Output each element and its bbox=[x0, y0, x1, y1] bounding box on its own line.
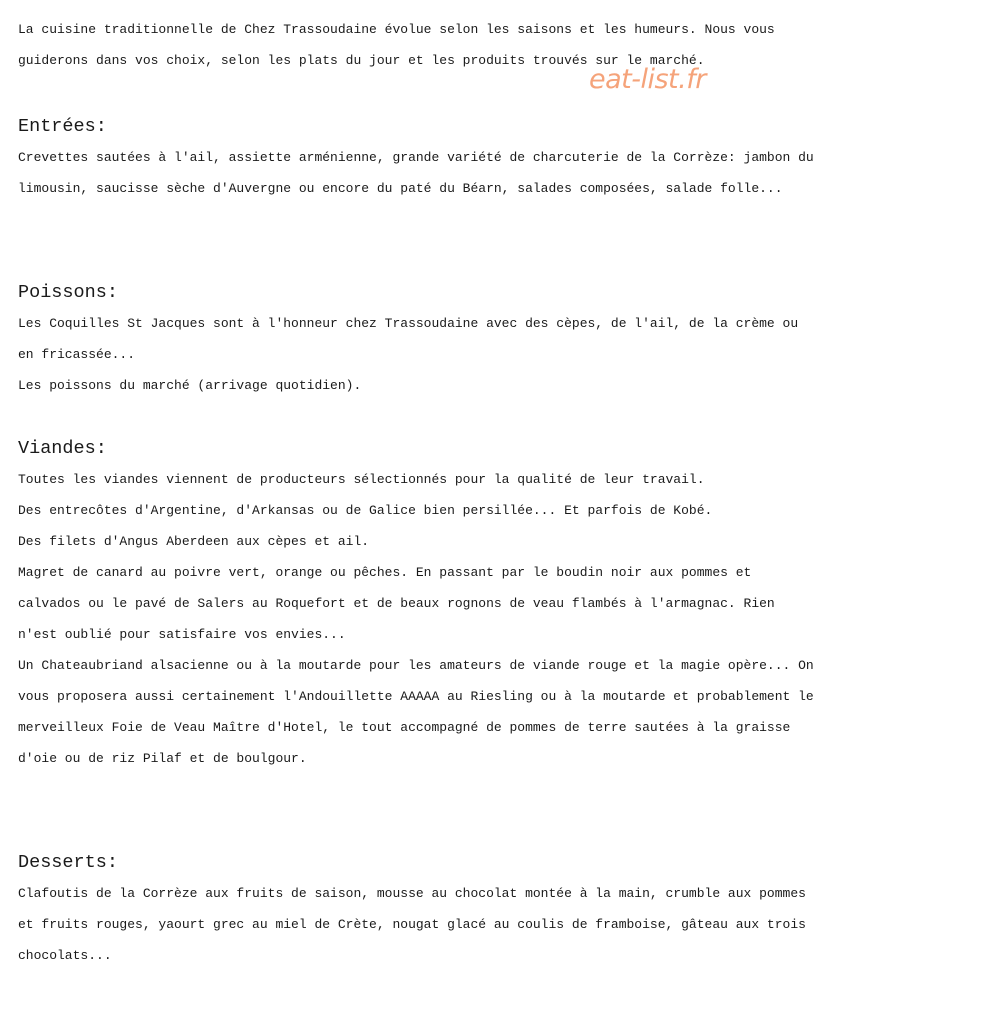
text-line: Un Chateaubriand alsacienne ou à la moutarde pour les amateurs de viande rouge et la magie opère... On bbox=[18, 658, 814, 673]
section-body-viandes bbox=[18, 464, 978, 774]
section-title-entrees: Entrées: bbox=[18, 116, 107, 137]
intro-line: guiderons dans vos choix, selon les plats du jour et les produits trouvés sur le marché. bbox=[18, 53, 705, 68]
text-line: limousin, saucisse sèche d'Auvergne ou encore du paté du Béarn, salades composées, salade folle... bbox=[18, 181, 783, 196]
text-line: chocolats... bbox=[18, 948, 112, 963]
text-line: Toutes les viandes viennent de producteurs sélectionnés pour la qualité de leur travail. bbox=[18, 472, 705, 487]
spacer bbox=[18, 774, 978, 847]
text-line: Crevettes sautées à l'ail, assiette arménienne, grande variété de charcuterie de la Corrèze: jambon du bbox=[18, 150, 814, 165]
text-line: n'est oublié pour satisfaire vos envies... bbox=[18, 627, 346, 642]
intro-line: La cuisine traditionnelle de Chez Trassoudaine évolue selon les saisons et les humeurs. Nous vous bbox=[18, 22, 775, 37]
text-line: Magret de canard au poivre vert, orange ou pêches. En passant par le boudin noir aux pommes et bbox=[18, 565, 752, 580]
section-desserts bbox=[18, 847, 978, 971]
section-poissons bbox=[18, 277, 978, 401]
text-line: et fruits rouges, yaourt grec au miel de Crète, nougat glacé au coulis de framboise, gâteau aux trois bbox=[18, 917, 806, 932]
spacer bbox=[18, 401, 978, 433]
section-body-poissons bbox=[18, 308, 978, 401]
text-line: Les Coquilles St Jacques sont à l'honneur chez Trassoudaine avec des cèpes, de l'ail, de la crème ou bbox=[18, 316, 799, 331]
section-title-poissons: Poissons: bbox=[18, 282, 118, 303]
section-entrees bbox=[18, 111, 978, 204]
menu-page bbox=[18, 14, 978, 971]
text-line: Les poissons du marché (arrivage quotidien). bbox=[18, 378, 362, 393]
watermark-logo: eat-list.fr bbox=[589, 64, 706, 95]
section-body-desserts bbox=[18, 878, 978, 971]
section-body-entrees bbox=[18, 142, 978, 204]
text-line: calvados ou le pavé de Salers au Roquefort et de beaux rognons de veau flambés à l'armagnac. Rien bbox=[18, 596, 775, 611]
text-line: Des filets d'Angus Aberdeen aux cèpes et ail. bbox=[18, 534, 370, 549]
text-line: en fricassée... bbox=[18, 347, 136, 362]
section-viandes bbox=[18, 433, 978, 774]
section-title-viandes: Viandes: bbox=[18, 438, 107, 459]
text-line: vous proposera aussi certainement l'Andouillette AAAAA au Riesling ou à la moutarde et probablement le bbox=[18, 689, 814, 704]
section-title-desserts: Desserts: bbox=[18, 852, 118, 873]
text-line: d'oie ou de riz Pilaf et de boulgour. bbox=[18, 751, 307, 766]
text-line: Clafoutis de la Corrèze aux fruits de saison, mousse au chocolat montée à la main, crumble aux pommes bbox=[18, 886, 806, 901]
text-line: merveilleux Foie de Veau Maître d'Hotel, le tout accompagné de pommes de terre sautées à la graisse bbox=[18, 720, 791, 735]
intro-paragraph bbox=[18, 14, 978, 76]
text-line: Des entrecôtes d'Argentine, d'Arkansas ou de Galice bien persillée... Et parfois de Kobé. bbox=[18, 503, 713, 518]
spacer bbox=[18, 204, 978, 277]
